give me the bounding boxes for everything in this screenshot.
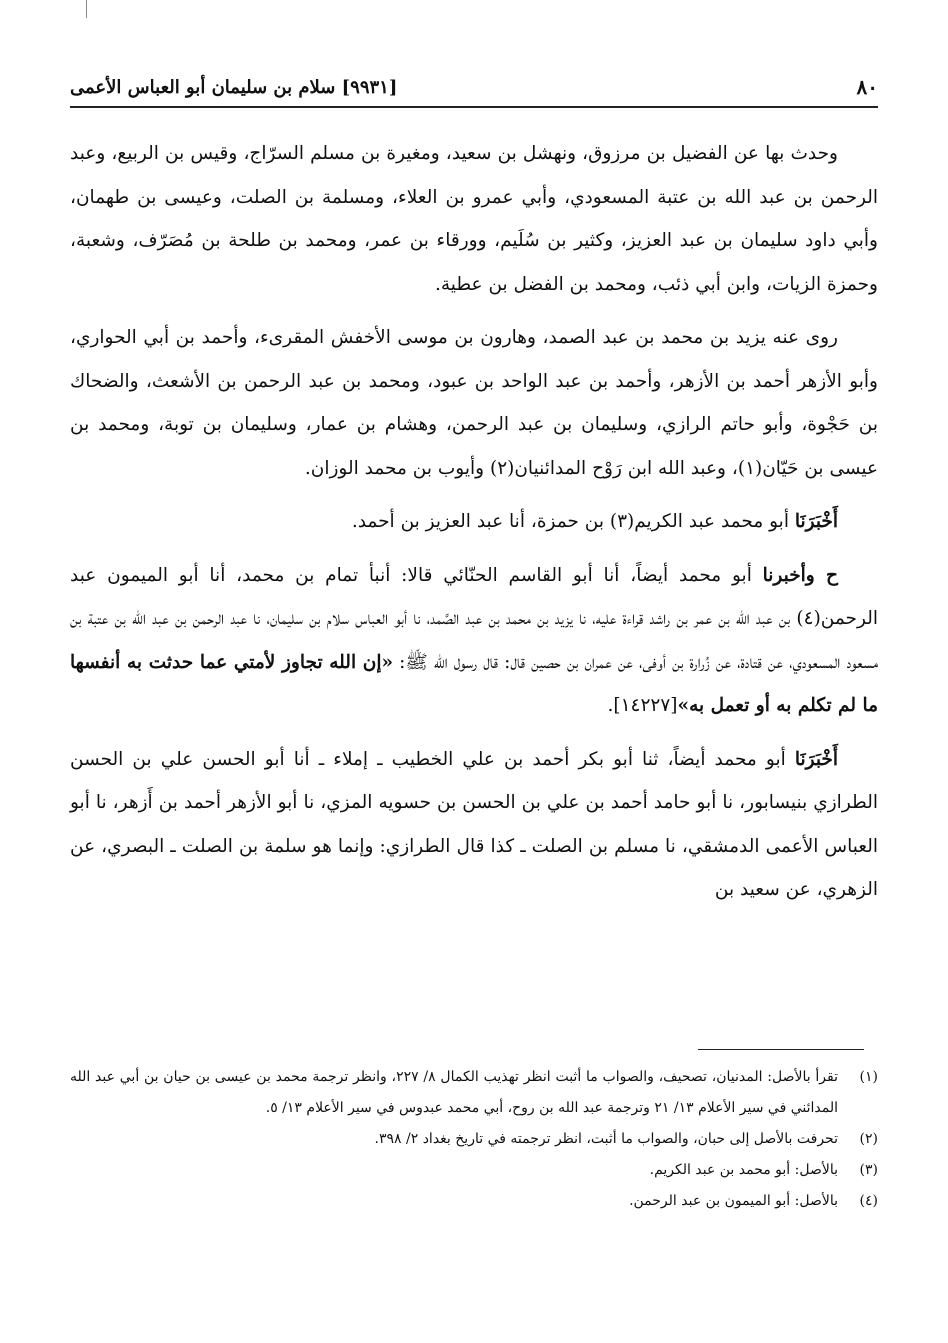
footnote-1	[70, 1062, 878, 1124]
footnotes	[70, 1062, 878, 1217]
header-rule	[70, 106, 878, 108]
paragraph-students	[70, 316, 878, 490]
paragraph-narrations	[70, 132, 878, 306]
paragraph-isnad-1	[70, 500, 878, 544]
paragraph-text: أبو محمد أيضاً، ثنا أبو بكر أحمد بن علي الخطيب ـ إملاء ـ أنا أبو الحسن علي بن الحسن الطرازي بنيسابور، نا أبو حامد أحمد بن علي بن الحسن بن حسويه المزي، نا أبو الأزهر أحمد بن أَزهر، نا أبو العباس الأعمى الدمشقي، نا مسلم بن الصلت ـ كذا قال الطرازي: وإنما هو سلمة بن الصلت ـ البصري، عن الزهري، عن سعيد بن	[70, 748, 878, 900]
page-header	[70, 70, 878, 104]
akhbarana-lead: ح وأخبرنا	[762, 564, 838, 586]
paragraph-text: أبو محمد أيضاً، أنا أبو القاسم الحنّائي قالا: أنبأ تمام بن محمد، أنا أبو الميمون عبد الرحمن(٤) بن عبد الله بن عمر بن راشد قراءة عليه، نا يزيد بن محمد بن عبد الصَّمد، نا أبو العباس سلام بن سليمان، نا عبد الرحمن بن عبد الله بن عتبة بن مسعود المسعودي، عن قتادة، عن زُرارة بن أوفى، عن عمران بن حصين قال: قال رسول الله ﷺ:	[70, 564, 879, 673]
paragraph-text: روى عنه يزيد بن محمد بن عبد الصمد، وهارون بن موسى الأخفش المقرىء، وأحمد بن أبي الحواري، وأبو الأزهر أحمد بن الأزهر، وأحمد بن عبد الواحد بن عبود، ومحمد بن عبد الرحمن بن الأشعث، والضحاك بن حَجْوة، وأبو حاتم الرازي، وسليمان بن عبد الرحمن، وهشام بن عمار، وسليمان بن توبة، ومحمد بن عيسى بن حَيّان(١)، وعبد الله ابن رَوْح المدائنيان(٢) وأيوب بن محمد الوزان.	[70, 327, 878, 479]
scan-edge-mark	[86, 0, 87, 18]
paragraph-text: وحدث بها عن الفضيل بن مرزوق، ونهشل بن سعيد، ومغيرة بن مسلم السرّاج، وقيس بن الربيع، وعبد الرحمن بن عبد الله بن عتبة المسعودي، وأبي عمرو بن العلاء، ومسلمة بن الصلت، وعيسى بن طهمان، وأبي داود سليمان بن عبد العزيز، وكثير بن سُلَيم، وورقاء بن عمر، ومحمد بن طلحة بن مُصَرّف، وشعبة، وحمزة الزيات، وابن أبي ذئب، ومحمد بن الفضل بن عطية.	[70, 143, 878, 295]
footnote-text: تحرفت بالأصل إلى حبان، والصواب ما أثبت، انظر ترجمته في تاريخ بغداد ٢/ ٣٩٨.	[374, 1131, 838, 1147]
footnote-4	[70, 1186, 878, 1217]
paragraph-isnad-3	[70, 738, 878, 912]
footnote-number: (٤)	[859, 1193, 878, 1209]
akhbarana-lead: أَخْبَرَنَا	[794, 511, 838, 532]
paragraph-isnad-2	[70, 554, 878, 728]
main-text	[70, 132, 878, 912]
akhbarana-lead: أَخْبَرَنَا	[794, 748, 838, 770]
hadith-text: «إن الله تجاوز لأمتي عما حدثت به أنفسها ما لم تكلم به أو تعمل به»	[70, 651, 878, 716]
footnote-text: بالأصل: أبو محمد بن عبد الكريم.	[649, 1162, 838, 1178]
running-title: [٩٩٣١] سلام بن سليمان أبو العباس الأعمى	[70, 76, 398, 98]
footnote-text: تقرأ بالأصل: المدنيان، تصحيف، والصواب ما أثبت انظر تهذيب الكمال ٨/ ٢٢٧، وانظر ترجمة محمد بن عيسى بن حيان بن أبي عبد الله المدائني في سير الأعلام ١٣/ ٢١ وترجمة عبد الله بن روح، أبي محمد عبدوس في سير الأعلام ١٣/ ٥.	[70, 1069, 838, 1116]
footnote-number: (١)	[859, 1069, 878, 1085]
footnote-rule	[698, 1049, 864, 1050]
footnote-number: (٢)	[859, 1131, 878, 1147]
footnote-2	[70, 1124, 878, 1155]
page-number: ٨٠	[856, 75, 878, 99]
paragraph-text: أبو محمد عبد الكريم(٣) بن حمزة، أنا عبد العزيز بن أحمد.	[351, 511, 795, 532]
footnote-text: بالأصل: أبو الميمون بن عبد الرحمن.	[629, 1193, 838, 1209]
hadith-reference: [١٤٢٢٧].	[607, 695, 678, 716]
footnote-3	[70, 1155, 878, 1186]
footnote-number: (٣)	[859, 1162, 878, 1178]
